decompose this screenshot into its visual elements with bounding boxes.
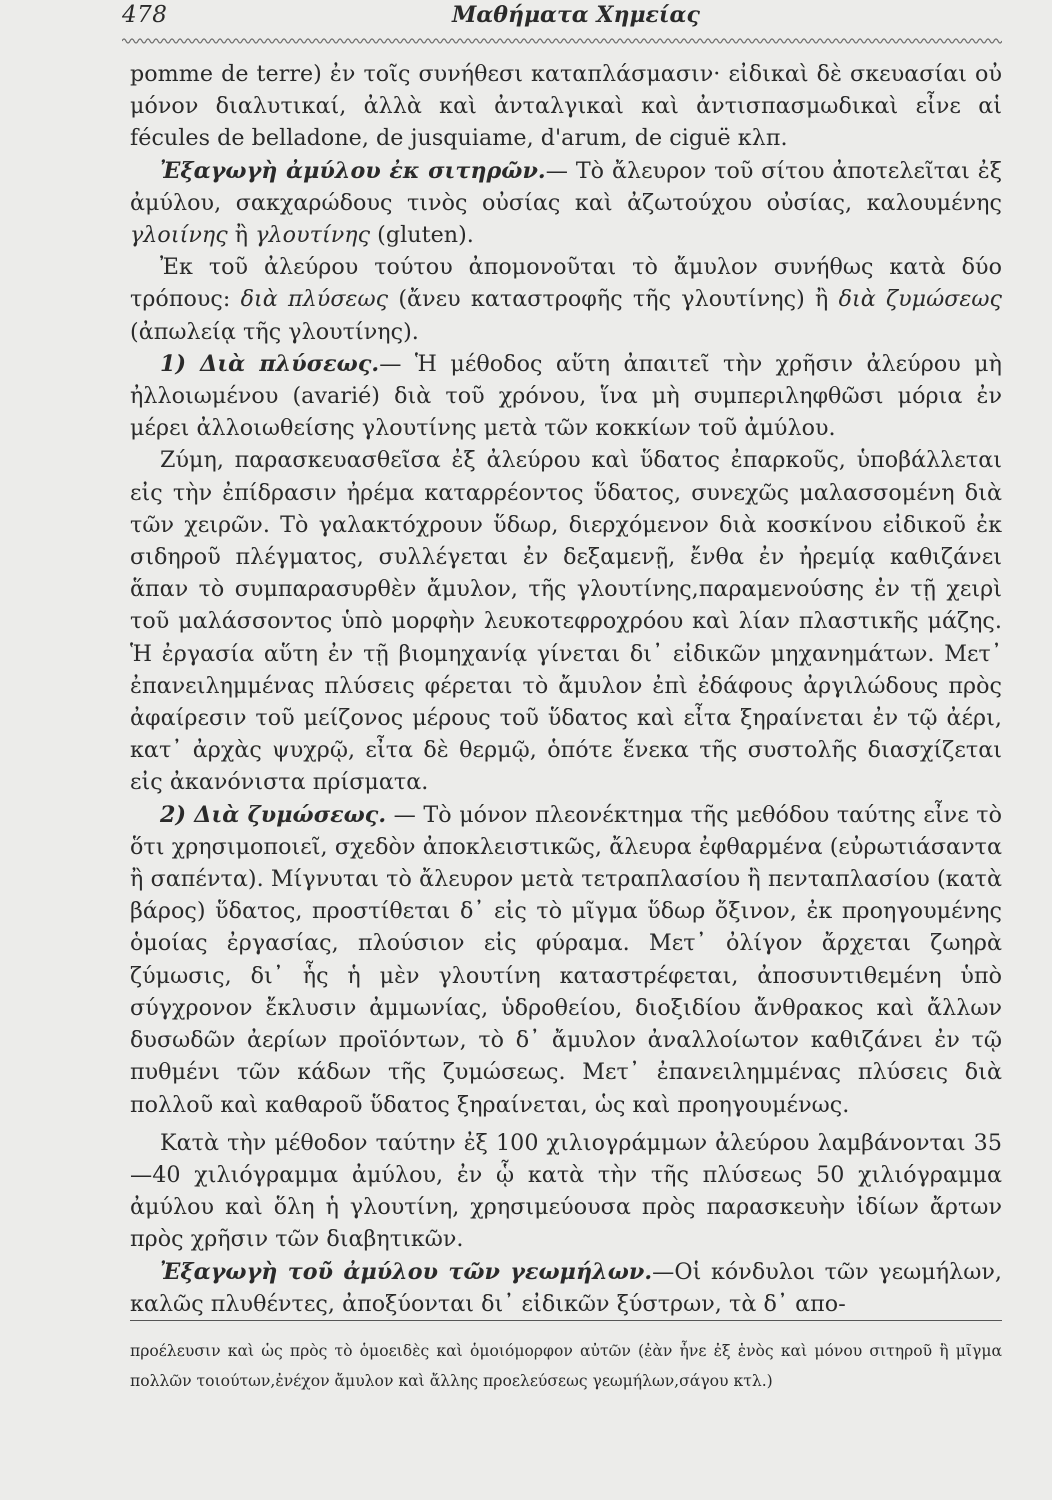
section-heading-washing: 1) Διὰ πλύσεως. xyxy=(160,350,380,377)
paragraph-yield-text: Κατὰ τὴν μέθοδον ταύτην ἐξ 100 χιλιογράμμων ἀλεύρου λαμβάνονται 35—40 χιλιόγραμμα ἀμύλου, ἐν ᾧ κατὰ τὴν τῆς πλύσεως 50 χιλιόγραμμα ἀμύλου καὶ ὅλη ἡ γλουτίνη, χρησιμεύουσα πρὸς παρασκευὴν ἰδίων ἄρτων πρὸς χρῆσιν τῶν διαβητικῶν. xyxy=(130,1129,1002,1253)
paragraph-methods xyxy=(130,251,1002,348)
paragraph-fermentation-method xyxy=(130,799,1002,1121)
footnote: προέλευσιν καὶ ὡς πρὸς τὸ ὁμοειδὲς καὶ ὁμοιόμορφον αὐτῶν (ἐὰν ἦνε ἐξ ἑνὸς καὶ μόνου σιτηροῦ ἢ μῖγμα πολλῶν τοιούτων,ἐνέχον ἄμυλον καὶ ἄλλης προελεύσεως γεωμήλων,σάγου κτλ.) xyxy=(130,1342,1002,1390)
paragraph-intro xyxy=(130,58,1002,155)
term-gloutini: γλουτίνης xyxy=(255,222,371,249)
paragraph-cereal-text-c: (gluten). xyxy=(370,222,474,249)
term-washing: διὰ πλύσεως xyxy=(240,286,389,313)
paragraph-methods-text-c: (ἀπωλείᾳ τῆς γλουτίνης). xyxy=(130,318,419,345)
paragraph-cereal-text-b: ἢ xyxy=(227,222,256,249)
section-heading-fermentation: 2) Διὰ ζυμώσεως. xyxy=(160,801,387,828)
header-wavy-rule xyxy=(122,36,1002,46)
term-fermentation: διὰ ζυμώσεως xyxy=(838,286,1002,313)
page-header xyxy=(122,2,1002,38)
paragraph-fermentation-text: — Τὸ μόνον πλεονέκτημα τῆς μεθόδου ταύτης εἶνε τὸ ὅτι χρησιμοποιεῖ, σχεδὸν ἀποκλειστικῶς, ἄλευρα ἐφθαρμένα (εὐρωτιάσαντα ἢ σαπέντα). Μίγνυται τὸ ἄλευρον μετὰ τετραπλασίου ἢ πενταπλασίου (κατὰ βάρος) ὕδατος, προστίθεται δ᾽ εἰς τὸ μῖγμα ὕδωρ ὄξινον, ἐκ προηγουμένης ὁμοίας ἐργασίας, πλούσιον εἰς φύραμα. Μετ᾽ ὀλίγον ἄρχεται ζωηρὰ ζύμωσις, δι᾽ ἧς ἡ μὲν γλουτίνη καταστρέφεται, ἀποσυντιθεμένη ὑπὸ σύγχρονον ἔκλυσιν ἀμμωνίας, ὑδροθείου, διοξιδίου ἄνθρακος καὶ ἄλλων δυσωδῶν ἀερίων προϊόντων, τὸ δ᾽ ἄμυλον ἀναλλοίωτον καθιζάνει ἐν τῷ πυθμένι τῶν κάδων τῆς ζυμώσεως. Μετ᾽ ἐπανειλημμένας πλύσεις διὰ πολλοῦ καὶ καθαροῦ ὕδατος ξηραίνεται, ὡς καὶ προηγουμένως. xyxy=(130,801,1003,1118)
paragraph-methods-text-b: (ἄνευ καταστροφῆς τῆς γλουτίνης) ἢ xyxy=(388,286,839,313)
paragraph-cereal-text-a: — Τὸ ἄλευρον τοῦ σίτου ἀποτελεῖται ἐξ ἀμύλου, σακχαρώδους τινὸς οὐσίας καὶ ἀζωτούχου οὐσίας, καλουμένης xyxy=(130,157,1002,216)
page-number: 478 xyxy=(122,2,168,28)
paragraph-cereal-starch xyxy=(130,155,1002,252)
section-heading-potato-starch: Ἐξαγωγὴ τοῦ ἀμύλου τῶν γεωμήλων. xyxy=(160,1258,653,1285)
running-title: Μαθήματα Χημείας xyxy=(452,2,700,28)
paragraph-washing-text: — Ἡ μέθοδος αὕτη ἀπαιτεῖ τὴν χρῆσιν ἀλεύρου μὴ ἠλλοιωμένου (avarié) διὰ τοῦ χρόνου, ἵνα μὴ συμπεριληφθῶσι μόρια ἐν μέρει ἀλλοιωθείσης γλουτίνης μετὰ τῶν κοκκίων τοῦ ἀμύλου. xyxy=(130,350,1002,442)
paragraph-dough-text: Ζύμη, παρασκευασθεῖσα ἐξ ἀλεύρου καὶ ὕδατος ἐπαρκοῦς, ὑποβάλλεται εἰς τὴν ἐπίδρασιν ἠρέμα καταρρέοντος ὕδατος, συνεχῶς μαλασσομένη διὰ τῶν χειρῶν. Τὸ γαλακτόχρουν ὕδωρ, διερχόμενον διὰ κοσκίνου εἰδικοῦ ἐκ σιδηροῦ πλέγματος, συλλέγεται ἐν δεξαμενῇ, ἔνθα ἐν ἠρεμίᾳ καθιζάνει ἅπαν τὸ συμπαρασυρθὲν ἄμυλον, τῆς γλουτίνης,παραμενούσης ἐν τῇ χειρὶ τοῦ μαλάσσοντος ὑπὸ μορφὴν λευκοτεφροχρόου καὶ λίαν πλαστικῆς μάζης. Ἡ ἐργασία αὕτη ἐν τῇ βιομηχανίᾳ γίνεται δι᾽ εἰδικῶν μηχανημάτων. Μετ᾽ ἐπανειλημμένας πλύσεις φέρεται τὸ ἄμυλον ἐπὶ ἐδάφους ἀργιλώδους πρὸς ἀφαίρεσιν τοῦ μείζονος μέρους τοῦ ὕδατος καὶ εἶτα ξηραίνεται ἐν τῷ ἀέρι, κατ᾽ ἀρχὰς ψυχρῷ, εἶτα δὲ θερμῷ, ὁπότε ἕνεκα τῆς συστολῆς διασχίζεται εἰς ἀκανόνιστα πρίσματα. xyxy=(130,447,1002,796)
section-heading-cereal-starch: Ἐξαγωγὴ ἀμύλου ἐκ σιτηρῶν. xyxy=(160,157,546,184)
footnote-separator xyxy=(130,1320,1002,1321)
paragraph-dough-process xyxy=(130,444,1002,798)
paragraph-yield xyxy=(130,1127,1002,1256)
term-gloiini: γλοιίνης xyxy=(130,222,228,249)
paragraph-washing-method xyxy=(130,348,1002,445)
paragraph-intro-text: pomme de terre) ἐν τοῖς συνήθεσι καταπλάσμασιν· εἰδικαὶ δὲ σκευασίαι οὐ μόνον διαλυτικαί, ἀλλὰ καὶ ἀνταλγικαὶ καὶ ἀντισπασμωδικαὶ εἶνε αἱ fécules de belladone, de jusquiame, d'arum, de ciguë κλπ. xyxy=(130,61,1002,152)
paragraph-potato-starch xyxy=(130,1256,1002,1320)
paragraph-potato-text: —Οἱ κόνδυλοι τῶν γεωμήλων, καλῶς πλυθέντες, ἀποξύονται δι᾽ εἰδικῶν ξύστρων, τὰ δ᾽ απο- xyxy=(130,1258,1002,1317)
paragraph-methods-text-a: Ἐκ τοῦ ἀλεύρου τούτου ἀπομονοῦται τὸ ἄμυλον συνήθως κατὰ δύο τρόπους: xyxy=(130,254,1002,313)
main-text xyxy=(130,58,1002,1320)
